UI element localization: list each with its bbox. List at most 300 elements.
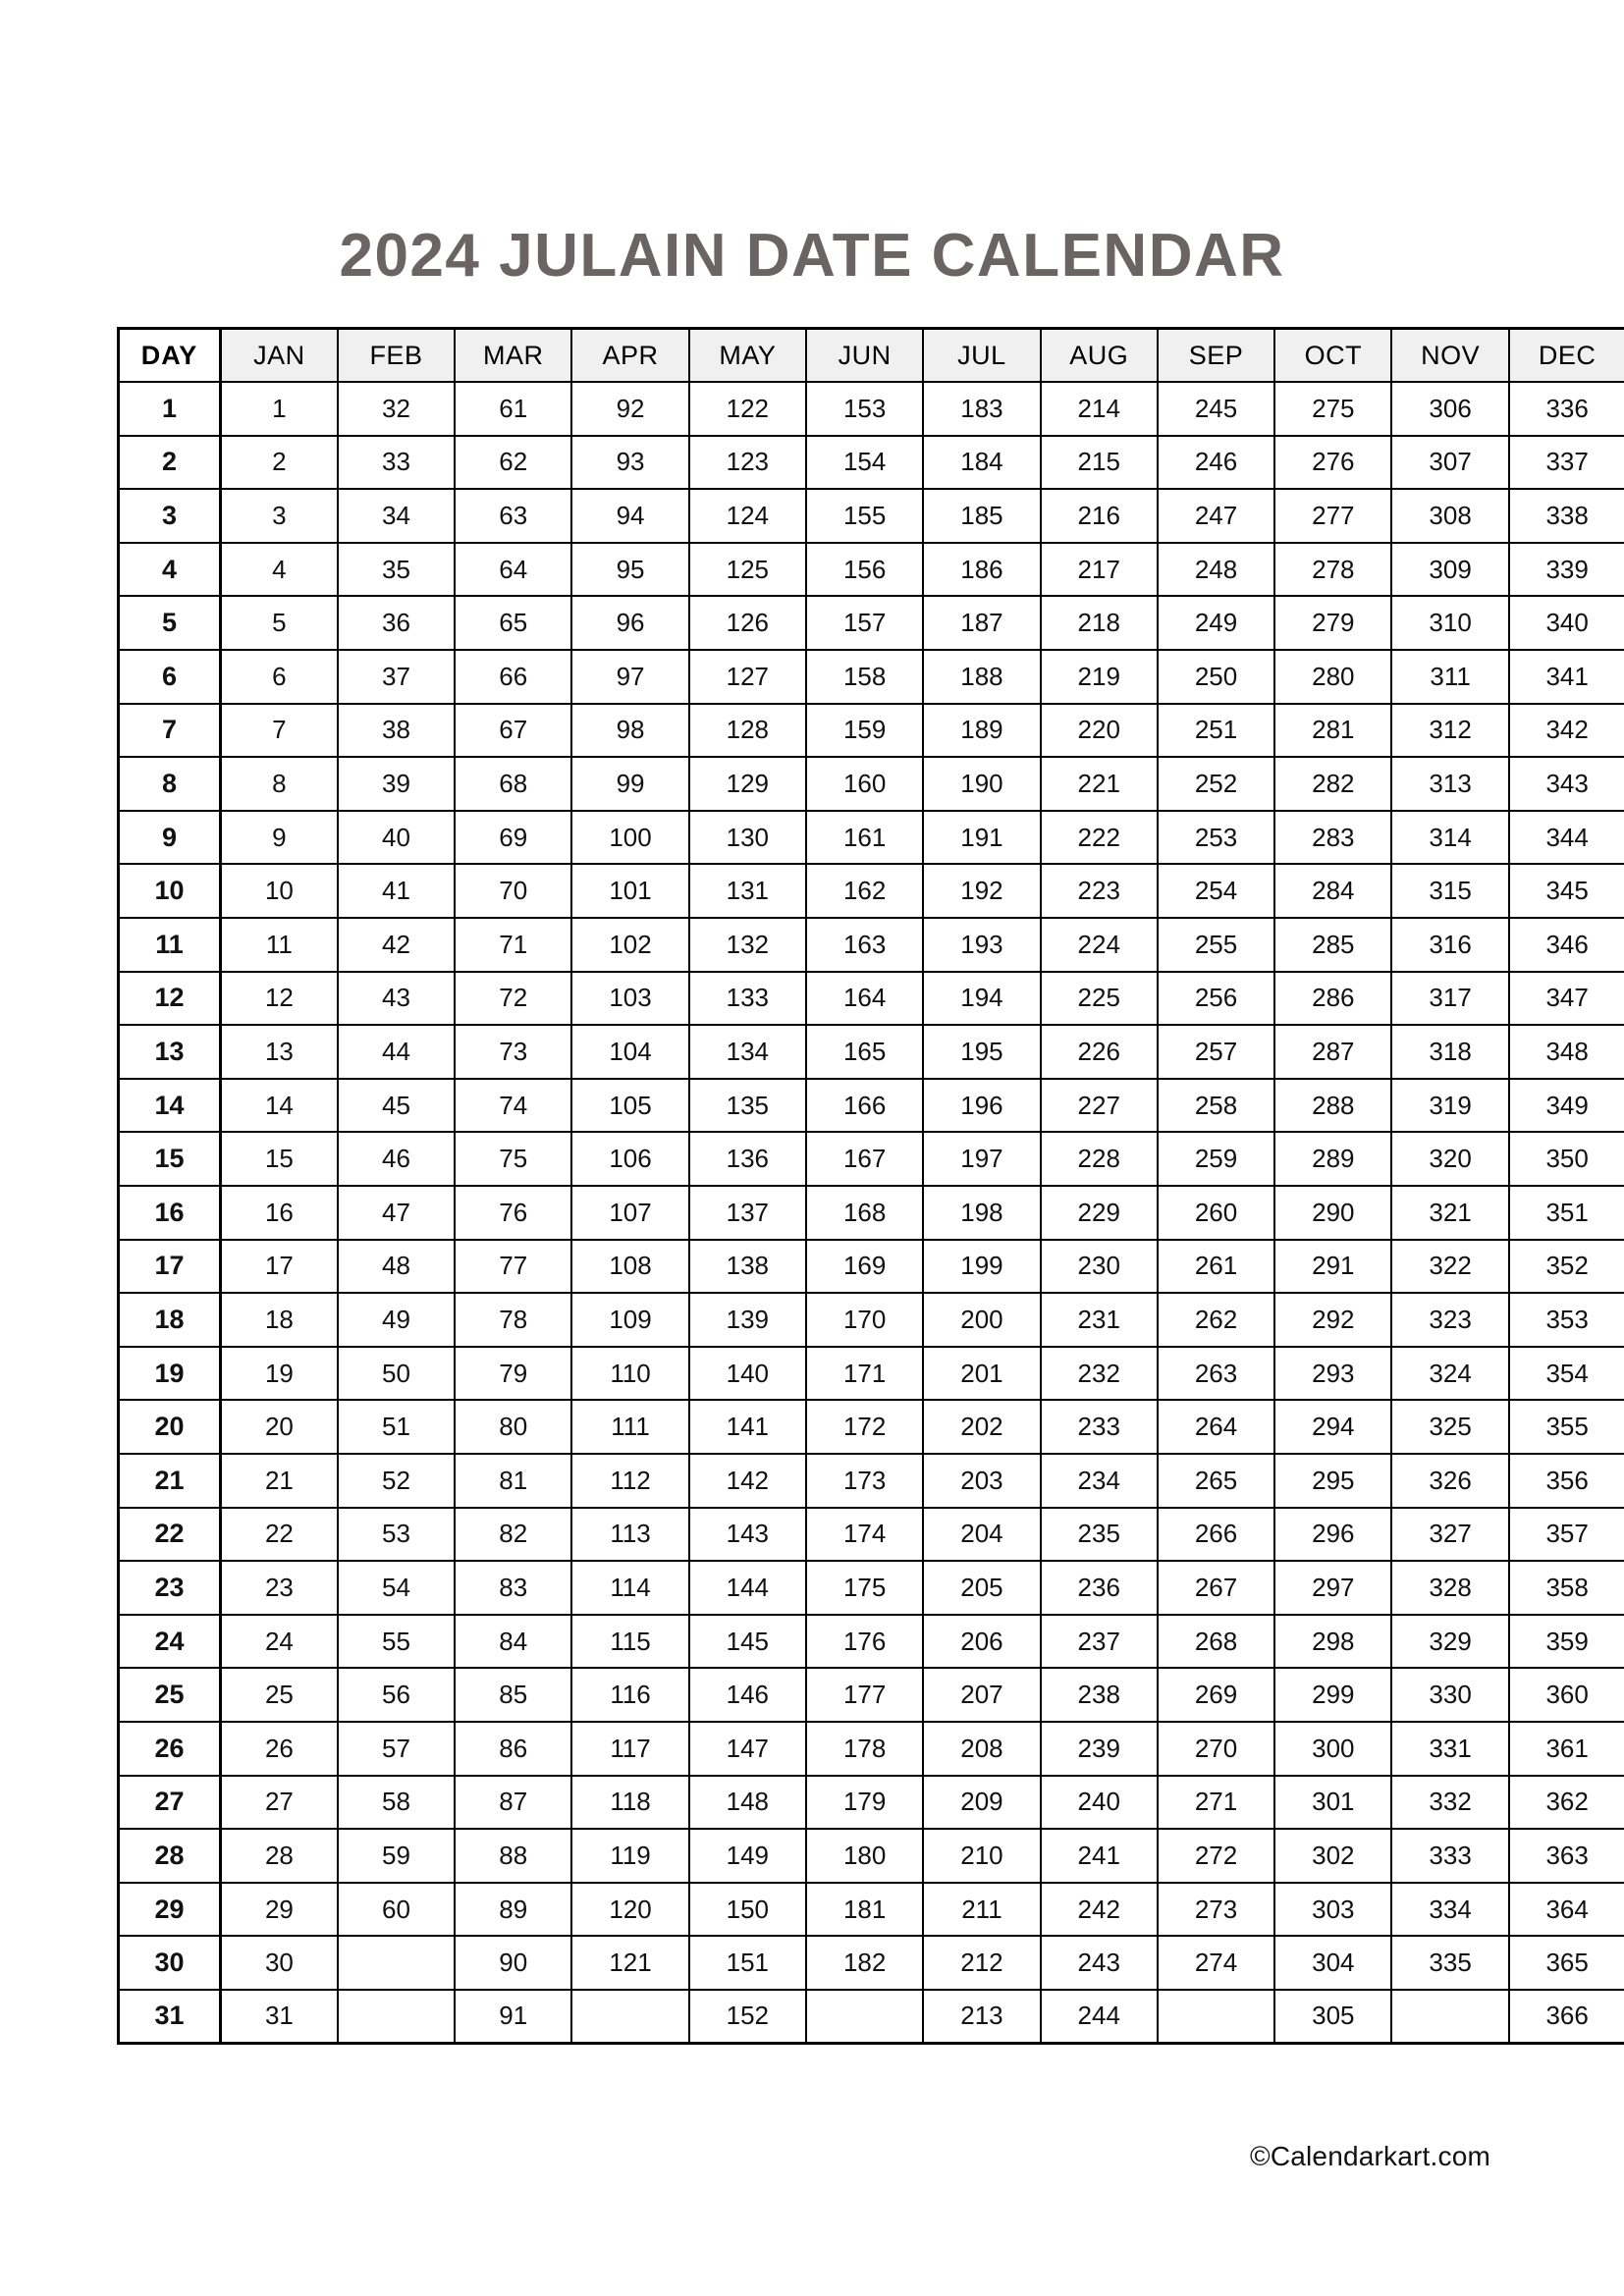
table-row (119, 1829, 1624, 1883)
julian-day-cell: 301 (1274, 1776, 1391, 1830)
julian-day-cell: 294 (1274, 1400, 1391, 1454)
julian-day-cell: 110 (571, 1347, 688, 1401)
julian-day-cell: 339 (1509, 543, 1624, 597)
julian-day-cell: 20 (221, 1400, 338, 1454)
julian-day-cell: 116 (571, 1668, 688, 1722)
copyright-text: ©Calendarkart.com (1249, 2141, 1490, 2171)
julian-day-cell: 179 (806, 1776, 923, 1830)
julian-day-cell: 140 (689, 1347, 806, 1401)
julian-day-cell: 99 (571, 757, 688, 811)
julian-day-cell: 365 (1509, 1936, 1624, 1990)
table-row (119, 757, 1624, 811)
julian-day-cell: 55 (338, 1615, 455, 1669)
julian-day-cell: 284 (1274, 864, 1391, 918)
julian-day-cell: 122 (689, 382, 806, 436)
julian-day-cell: 109 (571, 1293, 688, 1347)
julian-day-cell: 296 (1274, 1508, 1391, 1562)
julian-day-cell: 84 (455, 1615, 571, 1669)
julian-day-cell: 47 (338, 1186, 455, 1240)
julian-day-cell: 343 (1509, 757, 1624, 811)
julian-day-cell: 70 (455, 864, 571, 918)
julian-day-cell: 217 (1041, 543, 1158, 597)
julian-day-cell: 64 (455, 543, 571, 597)
julian-day-cell: 341 (1509, 650, 1624, 704)
julian-day-cell: 200 (923, 1293, 1040, 1347)
julian-day-cell: 317 (1391, 972, 1508, 1026)
julian-day-cell: 15 (221, 1132, 338, 1186)
day-number-cell: 15 (119, 1132, 221, 1186)
julian-day-cell: 214 (1041, 382, 1158, 436)
julian-day-cell: 182 (806, 1936, 923, 1990)
julian-day-cell: 260 (1158, 1186, 1274, 1240)
day-number-cell: 26 (119, 1722, 221, 1776)
julian-day-cell: 297 (1274, 1561, 1391, 1615)
julian-day-cell: 81 (455, 1454, 571, 1508)
day-number-cell: 5 (119, 596, 221, 650)
julian-day-cell: 209 (923, 1776, 1040, 1830)
table-row (119, 1025, 1624, 1079)
julian-day-cell: 300 (1274, 1722, 1391, 1776)
column-header-nov: NOV (1391, 329, 1508, 383)
julian-day-cell: 29 (221, 1883, 338, 1937)
table-row (119, 864, 1624, 918)
column-header-dec: DEC (1509, 329, 1624, 383)
julian-day-cell: 34 (338, 489, 455, 543)
julian-day-cell: 154 (806, 436, 923, 490)
julian-day-cell: 345 (1509, 864, 1624, 918)
day-number-cell: 14 (119, 1079, 221, 1133)
julian-day-cell: 86 (455, 1722, 571, 1776)
julian-day-cell: 229 (1041, 1186, 1158, 1240)
julian-day-cell: 258 (1158, 1079, 1274, 1133)
julian-day-cell: 312 (1391, 704, 1508, 758)
julian-day-cell: 157 (806, 596, 923, 650)
julian-day-cell: 118 (571, 1776, 688, 1830)
julian-day-cell: 290 (1274, 1186, 1391, 1240)
day-number-cell: 4 (119, 543, 221, 597)
julian-day-cell: 238 (1041, 1668, 1158, 1722)
julian-date-table-container (117, 327, 1597, 2045)
julian-day-cell: 153 (806, 382, 923, 436)
julian-day-cell: 170 (806, 1293, 923, 1347)
column-header-apr: APR (571, 329, 688, 383)
julian-day-cell: 141 (689, 1400, 806, 1454)
julian-day-cell: 316 (1391, 918, 1508, 972)
table-row (119, 436, 1624, 490)
julian-day-cell: 169 (806, 1240, 923, 1294)
julian-day-cell: 108 (571, 1240, 688, 1294)
julian-day-cell: 224 (1041, 918, 1158, 972)
julian-day-cell: 352 (1509, 1240, 1624, 1294)
day-number-cell: 29 (119, 1883, 221, 1937)
julian-day-cell: 309 (1391, 543, 1508, 597)
julian-day-cell: 347 (1509, 972, 1624, 1026)
day-number-cell: 7 (119, 704, 221, 758)
julian-day-cell: 93 (571, 436, 688, 490)
julian-day-cell: 338 (1509, 489, 1624, 543)
julian-day-cell: 327 (1391, 1508, 1508, 1562)
julian-day-cell: 181 (806, 1883, 923, 1937)
julian-day-cell: 226 (1041, 1025, 1158, 1079)
julian-day-cell: 61 (455, 382, 571, 436)
julian-day-cell: 98 (571, 704, 688, 758)
julian-day-cell: 329 (1391, 1615, 1508, 1669)
julian-day-cell: 197 (923, 1132, 1040, 1186)
julian-day-cell: 202 (923, 1400, 1040, 1454)
julian-day-cell: 231 (1041, 1293, 1158, 1347)
table-row (119, 1508, 1624, 1562)
julian-day-cell: 142 (689, 1454, 806, 1508)
julian-day-cell: 127 (689, 650, 806, 704)
julian-day-cell: 126 (689, 596, 806, 650)
julian-day-cell: 107 (571, 1186, 688, 1240)
julian-day-cell: 196 (923, 1079, 1040, 1133)
julian-day-cell: 162 (806, 864, 923, 918)
julian-day-cell: 254 (1158, 864, 1274, 918)
julian-day-cell: 361 (1509, 1722, 1624, 1776)
day-number-cell: 30 (119, 1936, 221, 1990)
julian-day-cell: 324 (1391, 1347, 1508, 1401)
julian-day-cell: 203 (923, 1454, 1040, 1508)
julian-day-cell: 145 (689, 1615, 806, 1669)
column-header-may: MAY (689, 329, 806, 383)
julian-day-cell: 138 (689, 1240, 806, 1294)
julian-day-cell: 85 (455, 1668, 571, 1722)
julian-day-cell: 33 (338, 436, 455, 490)
julian-day-cell: 49 (338, 1293, 455, 1347)
julian-day-cell: 42 (338, 918, 455, 972)
julian-day-cell: 358 (1509, 1561, 1624, 1615)
julian-day-cell: 144 (689, 1561, 806, 1615)
day-number-cell: 17 (119, 1240, 221, 1294)
column-header-oct: OCT (1274, 329, 1391, 383)
julian-day-cell: 4 (221, 543, 338, 597)
julian-day-cell: 178 (806, 1722, 923, 1776)
julian-day-cell: 199 (923, 1240, 1040, 1294)
julian-day-cell: 183 (923, 382, 1040, 436)
julian-day-cell: 37 (338, 650, 455, 704)
table-row (119, 1990, 1624, 2044)
julian-day-cell: 332 (1391, 1776, 1508, 1830)
julian-day-cell: 80 (455, 1400, 571, 1454)
julian-day-cell: 10 (221, 864, 338, 918)
julian-day-cell: 14 (221, 1079, 338, 1133)
julian-day-cell: 340 (1509, 596, 1624, 650)
table-row (119, 543, 1624, 597)
day-number-cell: 21 (119, 1454, 221, 1508)
julian-day-cell: 68 (455, 757, 571, 811)
julian-day-cell: 249 (1158, 596, 1274, 650)
julian-day-cell: 255 (1158, 918, 1274, 972)
column-header-jun: JUN (806, 329, 923, 383)
julian-day-cell: 117 (571, 1722, 688, 1776)
julian-day-cell: 83 (455, 1561, 571, 1615)
julian-day-cell: 79 (455, 1347, 571, 1401)
julian-day-cell: 234 (1041, 1454, 1158, 1508)
table-header (119, 329, 1624, 383)
julian-day-cell: 11 (221, 918, 338, 972)
julian-day-cell: 323 (1391, 1293, 1508, 1347)
julian-day-cell: 163 (806, 918, 923, 972)
table-row (119, 1186, 1624, 1240)
julian-day-cell: 355 (1509, 1400, 1624, 1454)
julian-day-cell: 257 (1158, 1025, 1274, 1079)
julian-day-cell: 137 (689, 1186, 806, 1240)
julian-day-cell: 319 (1391, 1079, 1508, 1133)
julian-day-cell: 165 (806, 1025, 923, 1079)
julian-day-cell: 39 (338, 757, 455, 811)
julian-day-cell: 206 (923, 1615, 1040, 1669)
julian-day-cell: 161 (806, 811, 923, 865)
page-title-container (0, 183, 1624, 328)
julian-day-cell: 57 (338, 1722, 455, 1776)
julian-day-cell: 19 (221, 1347, 338, 1401)
table-row (119, 1454, 1624, 1508)
julian-day-cell: 152 (689, 1990, 806, 2044)
julian-day-cell: 31 (221, 1990, 338, 2044)
julian-day-cell: 143 (689, 1508, 806, 1562)
table-row (119, 1936, 1624, 1990)
julian-day-cell: 321 (1391, 1186, 1508, 1240)
julian-day-cell: 333 (1391, 1829, 1508, 1883)
julian-day-cell: 119 (571, 1829, 688, 1883)
julian-day-cell: 95 (571, 543, 688, 597)
julian-day-cell: 28 (221, 1829, 338, 1883)
julian-day-cell: 211 (923, 1883, 1040, 1937)
column-header-jul: JUL (923, 329, 1040, 383)
table-row (119, 1240, 1624, 1294)
julian-day-cell: 59 (338, 1829, 455, 1883)
julian-day-cell: 125 (689, 543, 806, 597)
julian-day-cell: 7 (221, 704, 338, 758)
julian-day-cell: 136 (689, 1132, 806, 1186)
julian-day-cell: 330 (1391, 1668, 1508, 1722)
julian-day-cell: 146 (689, 1668, 806, 1722)
julian-day-cell: 78 (455, 1293, 571, 1347)
julian-day-cell: 113 (571, 1508, 688, 1562)
julian-day-cell: 280 (1274, 650, 1391, 704)
julian-day-cell: 354 (1509, 1347, 1624, 1401)
day-number-cell: 6 (119, 650, 221, 704)
julian-day-cell (338, 1990, 455, 2044)
julian-day-cell: 318 (1391, 1025, 1508, 1079)
julian-day-cell: 1 (221, 382, 338, 436)
julian-day-cell: 349 (1509, 1079, 1624, 1133)
julian-day-cell: 275 (1274, 382, 1391, 436)
julian-day-cell: 132 (689, 918, 806, 972)
julian-day-cell: 270 (1158, 1722, 1274, 1776)
julian-day-cell: 62 (455, 436, 571, 490)
julian-day-cell: 111 (571, 1400, 688, 1454)
julian-day-cell: 69 (455, 811, 571, 865)
julian-date-table (117, 327, 1624, 2045)
julian-day-cell: 306 (1391, 382, 1508, 436)
julian-day-cell: 97 (571, 650, 688, 704)
julian-day-cell: 201 (923, 1347, 1040, 1401)
julian-day-cell: 177 (806, 1668, 923, 1722)
julian-day-cell: 215 (1041, 436, 1158, 490)
julian-day-cell: 350 (1509, 1132, 1624, 1186)
day-number-cell: 23 (119, 1561, 221, 1615)
julian-day-cell: 23 (221, 1561, 338, 1615)
julian-day-cell: 176 (806, 1615, 923, 1669)
julian-day-cell: 45 (338, 1079, 455, 1133)
julian-day-cell: 75 (455, 1132, 571, 1186)
column-header-day: DAY (119, 329, 221, 383)
julian-day-cell: 44 (338, 1025, 455, 1079)
julian-day-cell: 129 (689, 757, 806, 811)
julian-day-cell: 311 (1391, 650, 1508, 704)
julian-day-cell: 184 (923, 436, 1040, 490)
julian-day-cell: 348 (1509, 1025, 1624, 1079)
julian-day-cell: 342 (1509, 704, 1624, 758)
julian-day-cell: 60 (338, 1883, 455, 1937)
julian-day-cell: 51 (338, 1400, 455, 1454)
julian-day-cell: 251 (1158, 704, 1274, 758)
julian-day-cell: 220 (1041, 704, 1158, 758)
table-row (119, 1132, 1624, 1186)
julian-day-cell: 89 (455, 1883, 571, 1937)
table-row (119, 489, 1624, 543)
julian-day-cell: 150 (689, 1883, 806, 1937)
table-row (119, 596, 1624, 650)
julian-day-cell: 105 (571, 1079, 688, 1133)
julian-day-cell: 305 (1274, 1990, 1391, 2044)
julian-day-cell: 310 (1391, 596, 1508, 650)
julian-day-cell: 292 (1274, 1293, 1391, 1347)
table-row (119, 1722, 1624, 1776)
julian-day-cell: 21 (221, 1454, 338, 1508)
julian-day-cell: 133 (689, 972, 806, 1026)
julian-day-cell (806, 1990, 923, 2044)
julian-day-cell: 244 (1041, 1990, 1158, 2044)
julian-day-cell: 65 (455, 596, 571, 650)
julian-day-cell: 128 (689, 704, 806, 758)
day-number-cell: 3 (119, 489, 221, 543)
julian-day-cell: 8 (221, 757, 338, 811)
julian-day-cell: 282 (1274, 757, 1391, 811)
julian-day-cell: 103 (571, 972, 688, 1026)
day-number-cell: 8 (119, 757, 221, 811)
column-header-jan: JAN (221, 329, 338, 383)
julian-day-cell: 357 (1509, 1508, 1624, 1562)
table-row (119, 1293, 1624, 1347)
julian-day-cell: 351 (1509, 1186, 1624, 1240)
julian-day-cell: 359 (1509, 1615, 1624, 1669)
julian-day-cell: 302 (1274, 1829, 1391, 1883)
julian-day-cell: 331 (1391, 1722, 1508, 1776)
julian-day-cell: 188 (923, 650, 1040, 704)
julian-day-cell: 87 (455, 1776, 571, 1830)
table-row (119, 1079, 1624, 1133)
julian-day-cell: 207 (923, 1668, 1040, 1722)
julian-day-cell: 123 (689, 436, 806, 490)
table-body (119, 382, 1624, 2043)
julian-day-cell: 40 (338, 811, 455, 865)
julian-day-cell: 353 (1509, 1293, 1624, 1347)
julian-day-cell: 298 (1274, 1615, 1391, 1669)
julian-day-cell: 252 (1158, 757, 1274, 811)
julian-day-cell: 325 (1391, 1400, 1508, 1454)
julian-day-cell (1391, 1990, 1508, 2044)
julian-day-cell: 72 (455, 972, 571, 1026)
day-number-cell: 1 (119, 382, 221, 436)
julian-day-cell: 63 (455, 489, 571, 543)
julian-day-cell: 303 (1274, 1883, 1391, 1937)
julian-day-cell: 151 (689, 1936, 806, 1990)
julian-day-cell: 225 (1041, 972, 1158, 1026)
julian-day-cell: 227 (1041, 1079, 1158, 1133)
julian-day-cell: 262 (1158, 1293, 1274, 1347)
table-row (119, 650, 1624, 704)
julian-day-cell: 313 (1391, 757, 1508, 811)
julian-day-cell: 187 (923, 596, 1040, 650)
julian-day-cell: 120 (571, 1883, 688, 1937)
julian-day-cell: 271 (1158, 1776, 1274, 1830)
julian-day-cell: 222 (1041, 811, 1158, 865)
julian-day-cell: 88 (455, 1829, 571, 1883)
julian-day-cell: 198 (923, 1186, 1040, 1240)
julian-day-cell: 159 (806, 704, 923, 758)
julian-day-cell: 267 (1158, 1561, 1274, 1615)
julian-day-cell: 232 (1041, 1347, 1158, 1401)
julian-day-cell: 53 (338, 1508, 455, 1562)
julian-day-cell: 265 (1158, 1454, 1274, 1508)
julian-day-cell: 106 (571, 1132, 688, 1186)
julian-day-cell: 38 (338, 704, 455, 758)
julian-day-cell: 26 (221, 1722, 338, 1776)
julian-day-cell: 25 (221, 1668, 338, 1722)
julian-day-cell: 195 (923, 1025, 1040, 1079)
julian-day-cell: 308 (1391, 489, 1508, 543)
julian-day-cell: 130 (689, 811, 806, 865)
column-header-aug: AUG (1041, 329, 1158, 383)
julian-day-cell: 24 (221, 1615, 338, 1669)
julian-day-cell: 194 (923, 972, 1040, 1026)
julian-day-cell: 134 (689, 1025, 806, 1079)
julian-day-cell: 164 (806, 972, 923, 1026)
julian-day-cell: 283 (1274, 811, 1391, 865)
julian-day-cell: 218 (1041, 596, 1158, 650)
day-number-cell: 11 (119, 918, 221, 972)
julian-day-cell: 74 (455, 1079, 571, 1133)
julian-day-cell: 27 (221, 1776, 338, 1830)
julian-day-cell: 135 (689, 1079, 806, 1133)
julian-day-cell: 320 (1391, 1132, 1508, 1186)
julian-day-cell: 261 (1158, 1240, 1274, 1294)
day-number-cell: 31 (119, 1990, 221, 2044)
day-number-cell: 27 (119, 1776, 221, 1830)
julian-day-cell: 334 (1391, 1883, 1508, 1937)
julian-day-cell: 166 (806, 1079, 923, 1133)
julian-day-cell: 263 (1158, 1347, 1274, 1401)
julian-day-cell: 16 (221, 1186, 338, 1240)
julian-day-cell: 328 (1391, 1561, 1508, 1615)
julian-day-cell: 250 (1158, 650, 1274, 704)
julian-day-cell: 285 (1274, 918, 1391, 972)
julian-day-cell: 281 (1274, 704, 1391, 758)
julian-day-cell: 155 (806, 489, 923, 543)
julian-day-cell: 180 (806, 1829, 923, 1883)
julian-day-cell: 13 (221, 1025, 338, 1079)
julian-day-cell: 172 (806, 1400, 923, 1454)
julian-day-cell: 273 (1158, 1883, 1274, 1937)
julian-day-cell: 35 (338, 543, 455, 597)
footer (0, 2141, 1624, 2172)
julian-day-cell: 364 (1509, 1883, 1624, 1937)
julian-day-cell: 104 (571, 1025, 688, 1079)
julian-day-cell: 236 (1041, 1561, 1158, 1615)
